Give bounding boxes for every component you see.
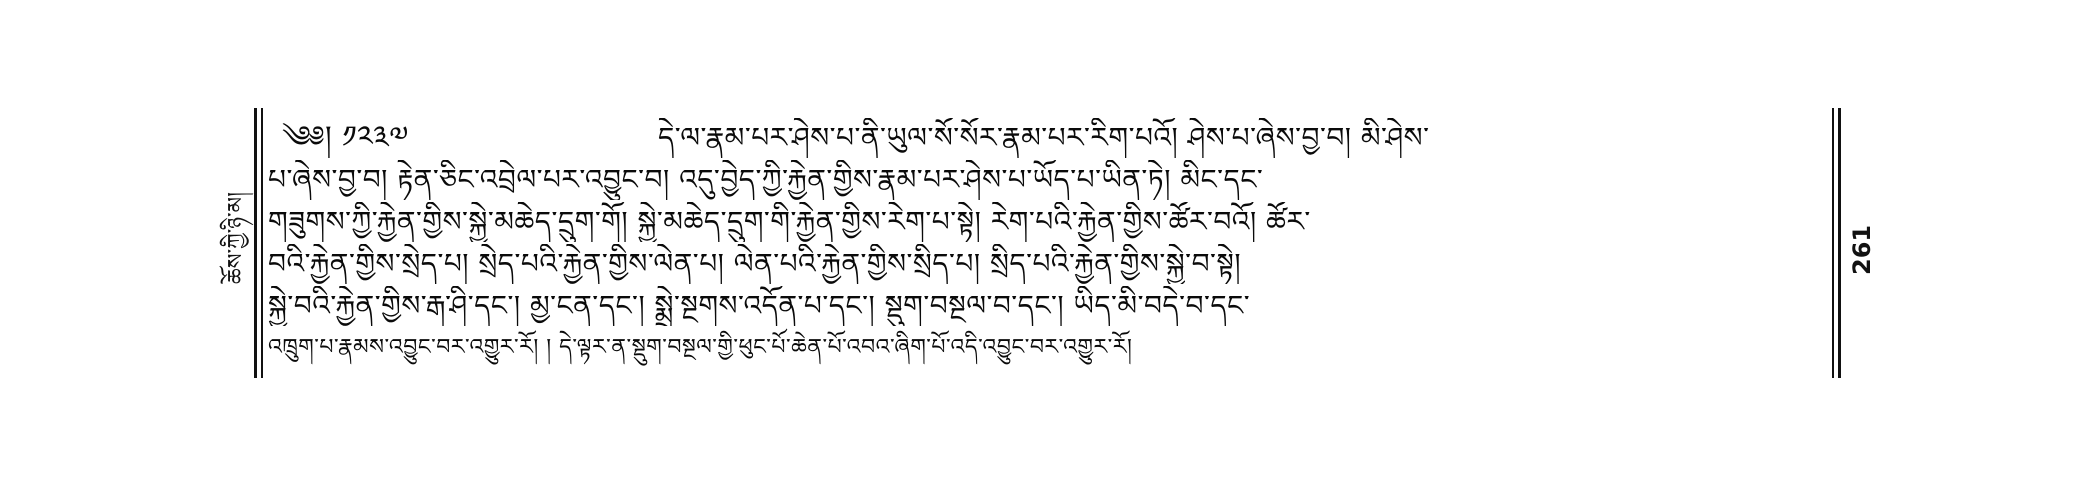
text-line-1 xyxy=(268,118,1818,158)
text-line-4: བའི་རྐྱེན་གྱིས་སྲེད་པ། སྲེད་པའི་རྐྱེན་གྱིས་ལེན་པ། ལེན་པའི་རྐྱེན་གྱིས་སྲིད་པ། སྲིད་པའི་རྐྱེན་གྱིས་སྐྱེ་བ་སྟེ། xyxy=(268,247,1242,280)
text-block xyxy=(268,118,1818,378)
right-frame-rule-outer xyxy=(1838,108,1841,378)
folio-mark: ༄༅། ༡༢༣༧ xyxy=(282,120,409,155)
text-line-1-body: དེ་ལ་རྣམ་པར་ཤེས་པ་ནི་ཡུལ་སོ་སོར་རྣམ་པར་རིག་པའོ། ཤེས་པ་ཞེས་བྱ་བ། མི་ཤེས་ xyxy=(658,121,1430,154)
text-line-6: འཁྲུག་པ་རྣམས་འབྱུང་བར་འགྱུར་རོ། ། དེ་ལྟར་ན་སྡུག་བསྔལ་གྱི་ཕུང་པོ་ཆེན་པོ་འབའ་ཞིག་པོ་འདི་འབྱུང་བར་འགྱུར་རོ། xyxy=(268,335,1133,360)
page-number: 261 xyxy=(1848,224,1876,276)
text-line-2: པ་ཞེས་བྱ་བ། རྟེན་ཅིང་འབྲེལ་པར་འབྱུང་བ། འདུ་བྱེད་ཀྱི་རྐྱེན་གྱིས་རྣམ་པར་ཤེས་པ་ཡོད་པ་ཡིན་ཏེ། མིང་དང་ xyxy=(268,163,1264,196)
right-frame-rule-inner xyxy=(1832,108,1834,378)
text-line-5: སྐྱེ་བའི་རྐྱེན་གྱིས་རྒ་ཤི་དང་། མྱ་ངན་དང་། སྨྲེ་སྔགས་འདོན་པ་དང་། སྡུག་བསྔལ་བ་དང་། ཡིད་མི་བདེ་བ་དང་ xyxy=(268,289,1251,322)
margin-note: ཆོས་ཀྱི་ཉི་མ། xyxy=(224,192,249,284)
text-line-3: གཟུགས་ཀྱི་རྐྱེན་གྱིས་སྐྱེ་མཆེད་དྲུག་གོ། སྐྱེ་མཆེད་དྲུག་གི་རྐྱེན་གྱིས་རེག་པ་སྟེ། རེག་པའི་རྐྱེན་གྱིས་ཚོར་བའོ། ཚོར་ xyxy=(268,205,1311,238)
